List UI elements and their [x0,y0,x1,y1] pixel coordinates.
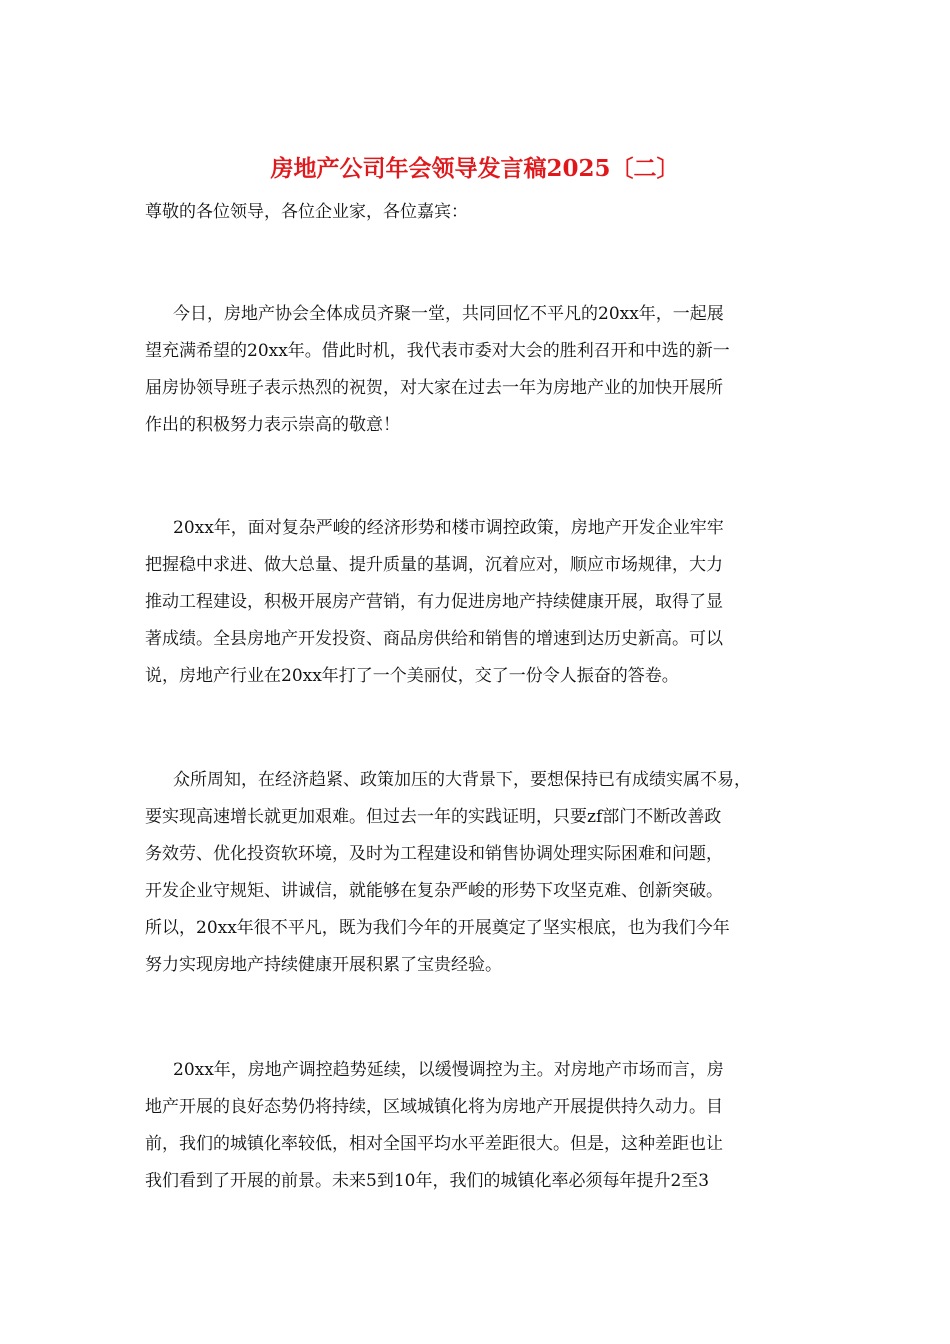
paragraph-line: 众所周知，在经济趋紧、政策加压的大背景下，要想保持已有成绩实属不易， [173,770,751,790]
paragraph-line: 所以，20xx年很不平凡，既为我们今年的开展奠定了坚实根底，也为我们今年 [145,918,730,938]
paragraph-line: 作出的积极努力表示崇高的敬意！ [145,415,400,435]
paragraph-line: 要实现高速增长就更加艰难。但过去一年的实践证明，只要zf部门不断改善政 [145,807,722,827]
paragraph-line: 望充满希望的20xx年。借此时机，我代表市委对大会的胜利召开和中选的新一 [145,341,730,361]
paragraph-line: 开发企业守规矩、讲诚信，就能够在复杂严峻的形势下攻坚克难、创新突破。 [145,881,723,901]
paragraph-line: 届房协领导班子表示热烈的祝贺，对大家在过去一年为房地产业的加快开展所 [145,378,723,398]
paragraph-line: 我们看到了开展的前景。未来5到10年，我们的城镇化率必须每年提升2至3 [145,1171,710,1191]
paragraph-4 [145,1052,810,1200]
paragraph-line: 今日，房地产协会全体成员齐聚一堂，共同回忆不平凡的20xx年，一起展 [173,304,724,324]
paragraph-line: 推动工程建设，积极开展房产营销，有力促进房地产持续健康开展，取得了显 [145,592,723,612]
paragraph-2 [145,510,810,695]
paragraph-line: 20xx年，面对复杂严峻的经济形势和楼市调控政策，房地产开发企业牢牢 [173,518,724,538]
document-title: 房地产公司年会领导发言稿2025〔二〕 [270,155,680,182]
paragraph-line: 务效劳、优化投资软环境，及时为工程建设和销售协调处理实际困难和问题， [145,844,723,864]
salutation: 尊敬的各位领导，各位企业家，各位嘉宾： [145,202,468,222]
paragraph-line: 地产开展的良好态势仍将持续，区域城镇化将为房地产开展提供持久动力。目 [145,1097,723,1117]
paragraph-line: 说，房地产行业在20xx年打了一个美丽仗，交了一份令人振奋的答卷。 [145,666,679,686]
paragraph-line: 著成绩。全县房地产开发投资、商品房供给和销售的增速到达历史新高。可以 [145,629,723,649]
paragraph-line: 前，我们的城镇化率较低，相对全国平均水平差距很大。但是，这种差距也让 [145,1134,723,1154]
paragraph-line: 努力实现房地产持续健康开展积累了宝贵经验。 [145,955,502,975]
paragraph-line: 把握稳中求进、做大总量、提升质量的基调，沉着应对，顺应市场规律，大力 [145,555,723,575]
paragraph-1 [145,296,810,444]
paragraph-3 [145,762,810,984]
paragraph-line: 20xx年，房地产调控趋势延续，以缓慢调控为主。对房地产市场而言，房 [173,1060,724,1080]
